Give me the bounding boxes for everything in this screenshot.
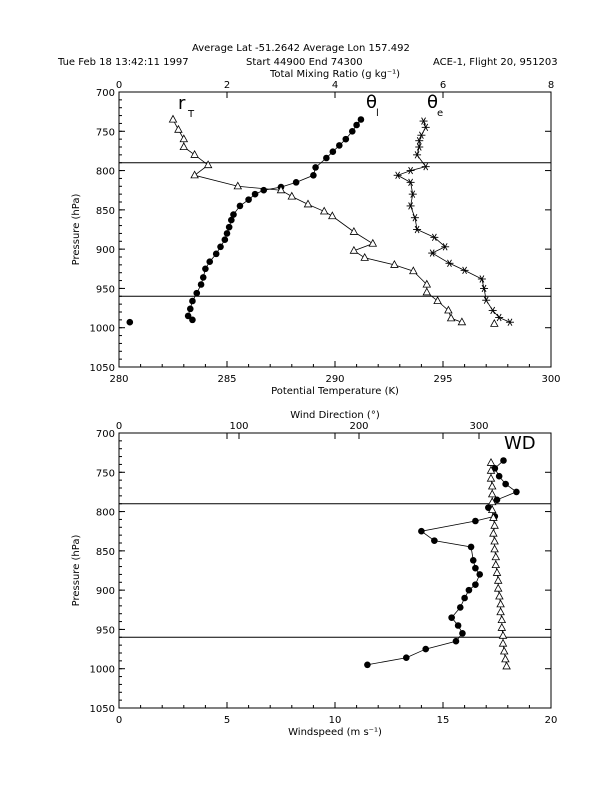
bottom-windspeed-point [431,537,438,544]
bottom-windspeed-line [367,461,516,665]
bottom-wind_direction-point [490,530,497,537]
top-theta_e-point [413,151,421,158]
top-theta_e-point [489,307,497,314]
top-theta_l-point [193,290,200,297]
bottom-wind_direction-point [489,490,496,497]
top-theta_e-annotation-sub: e [437,108,444,119]
top-top-tick-label: 6 [439,80,447,91]
bottom-wind_direction-point [487,459,494,466]
top-theta_l-point [226,224,233,231]
top-rt-point [350,228,357,235]
top-theta_l-point [224,230,231,237]
bottom-windspeed-point [472,565,479,572]
bottom-y-tick-label: 750 [95,468,115,480]
top-rt-point [175,126,182,133]
top-theta_e-point [422,163,430,170]
bottom-x-tick-label: 20 [544,715,558,726]
bottom-y-tick-label: 950 [95,625,115,637]
top-top-axis-label: Total Mixing Ratio (g kg⁻¹) [269,69,401,80]
bottom-wind_direction-point [503,662,510,669]
top-theta_e-point [480,285,488,292]
header-flight: ACE-1, Flight 20, 951203 [433,57,558,68]
top-rt-point [191,151,198,158]
top-theta_l-point [202,265,209,272]
bottom-wind_direction-point [491,537,498,544]
top-x-axis-label: Potential Temperature (K) [271,386,399,397]
top-theta_e-point [407,179,415,186]
bottom-wind_direction-point [498,624,505,631]
header-line-1: Average Lat -51.2642 Average Lon 157.492 [192,43,410,54]
top-rt-point [423,288,430,295]
top-y-tick-label: 950 [95,284,115,296]
bottom-wind_direction-point [496,592,503,599]
top-rt-point [448,314,455,321]
top-rt-point [491,320,498,327]
bottom-y-tick-label: 1000 [89,664,115,676]
top-theta_l-point [330,148,337,155]
top-theta_l-point [222,236,229,243]
top-y-tick-label: 1050 [89,363,115,374]
top-theta_e-point [407,167,415,174]
bottom-windspeed-point [448,614,455,621]
top-top-tick-label: 4 [331,80,339,91]
bottom-top-tick-label: 200 [349,421,369,432]
bottom-x-tick-label: 10 [328,715,342,726]
top-theta_e-line [398,121,510,322]
bottom-wind_direction-point [495,585,502,592]
top-x-tick-label: 290 [325,374,345,385]
top-theta_e-point [482,297,490,304]
bottom-windspeed-point [418,528,425,535]
bottom-windspeed-point [468,544,475,551]
bottom-wind_direction-point [495,577,502,584]
top-theta_l-point [200,274,207,281]
top-rt-point [169,116,176,123]
bottom-windspeed-point [364,661,371,668]
bottom-wind_direction-point [501,647,508,654]
bottom-windspeed-point [459,630,466,637]
top-theta_l-point [187,306,194,313]
top-x-tick-label: 300 [541,374,561,385]
bottom-x-tick-label: 0 [115,715,123,726]
top-theta_e-point [420,118,428,125]
top-rt-annotation-sub: T [188,109,195,120]
top-rt-point [205,161,212,168]
bottom-x-axis-label: Windspeed (m s⁻¹) [288,727,382,738]
top-rt-point [304,200,311,207]
bottom-windspeed-point [422,646,429,653]
bottom-windspeed-point [496,473,503,480]
bottom-windspeed-point [472,581,479,588]
top-top-tick-label: 8 [547,80,555,91]
top-theta_l-point [353,122,360,129]
top-rt-point [180,143,187,150]
bottom-wind_direction-point [498,616,505,623]
bottom-windspeed-point [472,518,479,525]
bottom-y-axis-label: Pressure (hPa) [71,534,82,607]
bottom-wd-annotation: WD [504,433,536,454]
top-top-tick-label: 0 [115,80,123,91]
top-theta_e-point [413,226,421,233]
bottom-top-tick-label: 0 [115,421,123,432]
bottom-windspeed-point [466,587,473,594]
top-theta_l-point [358,116,365,123]
top-theta_e-annotation: θ [427,92,439,113]
top-theta_e-point [428,250,436,257]
top-x-tick-label: 285 [217,374,237,385]
top-rt-point [288,193,295,200]
bottom-top-tick-label: 100 [229,421,249,432]
top-theta_e-point [461,267,469,274]
bottom-top-tick-label: 300 [469,421,489,432]
bottom-windspeed-point [453,638,460,645]
bottom-wind_direction-point [492,553,499,560]
top-x-tick-label: 295 [433,374,453,385]
bottom-wind_direction-point [489,482,496,489]
bottom-windspeed-point [500,457,507,464]
top-x-tick-label: 280 [109,374,129,385]
bottom-windspeed-point [457,604,464,611]
top-theta_l-point [312,164,319,171]
top-y-tick-label: 750 [95,127,115,139]
top-rt-point [434,297,441,304]
top-theta_l-annotation-sub: l [376,108,379,119]
top-theta_l-point [189,317,196,324]
top-y-tick-label: 700 [95,88,115,99]
top-theta_l-point [336,142,343,149]
top-theta_e-point [445,260,453,267]
top-theta_e-point [422,124,430,131]
top-y-axis-label: Pressure (hPa) [71,193,82,266]
top-rt-point [180,135,187,142]
top-rt-point [369,240,376,247]
bottom-y-tick-label: 900 [95,586,115,598]
top-theta_l-point [310,172,317,179]
bottom-x-tick-label: 5 [223,715,231,726]
top-y-tick-label: 1000 [89,323,115,335]
top-theta_l-point [349,128,356,135]
bottom-wind_direction-point [499,640,506,647]
top-theta_e-point [407,202,415,209]
top-theta_e-point [478,276,486,283]
bottom-y-tick-label: 850 [95,546,115,558]
bottom-top-axis-label: Wind Direction (°) [290,410,380,421]
top-rt-point [329,212,336,219]
top-theta_e-point [394,172,402,179]
top-y-tick-label: 900 [95,245,115,257]
top-theta_l-point [245,196,252,203]
bottom-wind_direction-point [497,600,504,607]
top-rt-annotation: r [178,93,186,114]
top-theta_l-point [343,136,350,143]
bottom-y-tick-label: 700 [95,429,115,440]
top-theta_e-point [411,214,419,221]
top-theta_l-point [198,281,205,288]
bottom-x-tick-label: 15 [436,715,450,726]
top-y-tick-label: 850 [95,205,115,217]
top-theta_e-point [495,314,503,321]
top-theta_l-annotation: θ [366,92,378,113]
top-theta_l-point [213,251,220,258]
bottom-windspeed-point [470,557,477,564]
bottom-y-tick-label: 800 [95,507,115,519]
bottom-windspeed-point [513,489,520,496]
bottom-wind_direction-point [492,561,499,568]
top-theta_l-point [237,203,244,210]
bottom-wind_direction-point [499,632,506,639]
bottom-wind_direction-point [491,522,498,529]
bottom-y-tick-label: 1050 [89,704,115,715]
bottom-wind_direction-point [491,545,498,552]
top-theta_l-point [293,179,300,186]
bottom-plot-frame [119,433,551,708]
top-theta_l-point [206,258,213,265]
top-theta_l-point [252,191,259,198]
top-theta_e-point [409,191,417,198]
top-y-tick-label: 800 [95,166,115,178]
top-plot-frame [119,92,551,367]
top-rt-point [361,254,368,261]
bottom-wind_direction-point [497,608,504,615]
top-rt-point [445,306,452,313]
top-rt-point [191,171,198,178]
top-top-tick-label: 2 [223,80,231,91]
top-theta_e-point [506,319,514,326]
bottom-windspeed-point [461,595,468,602]
bottom-windspeed-point [403,654,410,661]
top-theta_l-point [260,187,267,194]
header-start-end: Start 44900 End 74300 [246,57,363,68]
top-theta_l-point [127,319,134,326]
bottom-windspeed-point [502,481,509,488]
top-theta_l-point [228,217,235,224]
bottom-wind_direction-point [487,475,494,482]
top-theta_l-point [323,155,330,162]
bottom-wind_direction-point [493,569,500,576]
header-date: Tue Feb 18 13:42:11 1997 [58,57,189,68]
bottom-wind_direction-point [502,655,509,662]
top-theta_l-point [189,298,196,305]
top-theta_l-point [217,243,224,250]
bottom-windspeed-point [455,622,462,629]
bottom-windspeed-point [476,571,483,578]
